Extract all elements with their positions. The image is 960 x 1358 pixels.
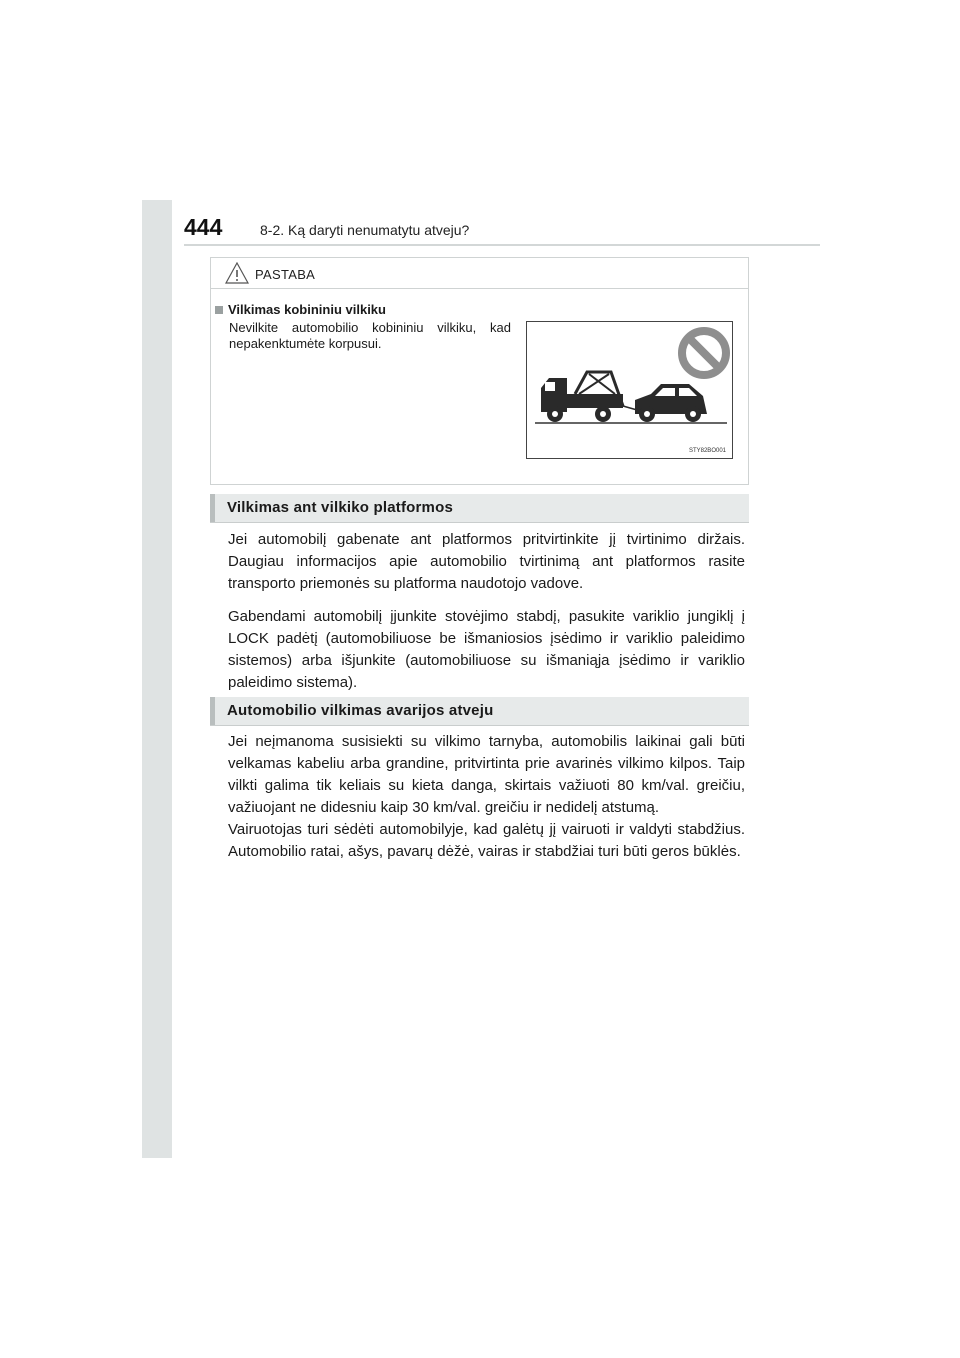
note-item-text: Nevilkite automobilio kobininiu vilkiku, kad nepakenktumėte korpusui. xyxy=(229,320,511,351)
note-item-title: Vilkimas kobininiu vilkiku xyxy=(228,302,386,317)
section-body-platform xyxy=(228,529,745,694)
note-item-heading xyxy=(215,302,511,318)
note-box xyxy=(210,257,749,485)
section-heading-text: Automobilio vilkimas avarijos atveju xyxy=(227,702,494,719)
page-side-tab xyxy=(142,200,172,1158)
page-header xyxy=(184,214,820,246)
note-header xyxy=(211,258,748,289)
page-number: 444 xyxy=(184,214,223,240)
paragraph: Jei neįmanoma susisiekti su vilkimo tarnyba, automobilis laikinai gali būti velkamas kabeliu arba grandine, pritvirtinta prie avarinės vilkimo kilpos. Taip vilkti galima tik keliais su kieta danga, skirtais važiuoti 80 km/val. greičiu, važiuojant ne didesniu kaip 30 km/val. greičiu ir nedidelį atstumą. xyxy=(228,733,745,816)
tow-truck-illustration xyxy=(526,321,733,459)
section-title: 8-2. Ką daryti nenumatytu atveju? xyxy=(260,222,470,238)
section-heading-platform xyxy=(210,494,749,523)
warning-triangle-icon xyxy=(225,262,249,284)
prohibited-tow-truck-icon xyxy=(527,322,732,458)
paragraph: Jei automobilį gabenate ant platformos pritvirtinkite jį tvirtinimo diržais. Daugiau informacijos apie automobilio tvirtinimą ant platformos rasite transporto priemonės su platforma naudotojo vadove. xyxy=(228,531,745,592)
section-heading-emergency xyxy=(210,697,749,726)
note-label: PASTABA xyxy=(255,267,316,282)
heading-accent-bar xyxy=(210,697,215,725)
section-body-emergency xyxy=(228,731,745,863)
illustration-code: STY82BO001 xyxy=(688,448,726,454)
header-rule xyxy=(184,244,820,246)
paragraph: Gabendami automobilį įjunkite stovėjimo stabdį, pasukite variklio jungiklį į LOCK padėtį (automobiliuose be išmaniosios įsėdimo ir variklio paleidimo sistemos) arba išjunkite (automobiliuose su išmaniąja įsėdimo ir variklio paleidimo sistema). xyxy=(228,608,745,691)
heading-accent-bar xyxy=(210,494,215,522)
paragraph: Vairuotojas turi sėdėti automobilyje, kad galėtų jį vairuoti ir valdyti stabdžius. Automobilio ratai, ašys, pavarų dėžė, vairas ir stabdžiai turi būti geros būklės. xyxy=(228,821,745,860)
bullet-square-icon xyxy=(215,306,223,314)
section-heading-text: Vilkimas ant vilkiko platformos xyxy=(227,499,453,516)
note-item xyxy=(215,302,511,352)
